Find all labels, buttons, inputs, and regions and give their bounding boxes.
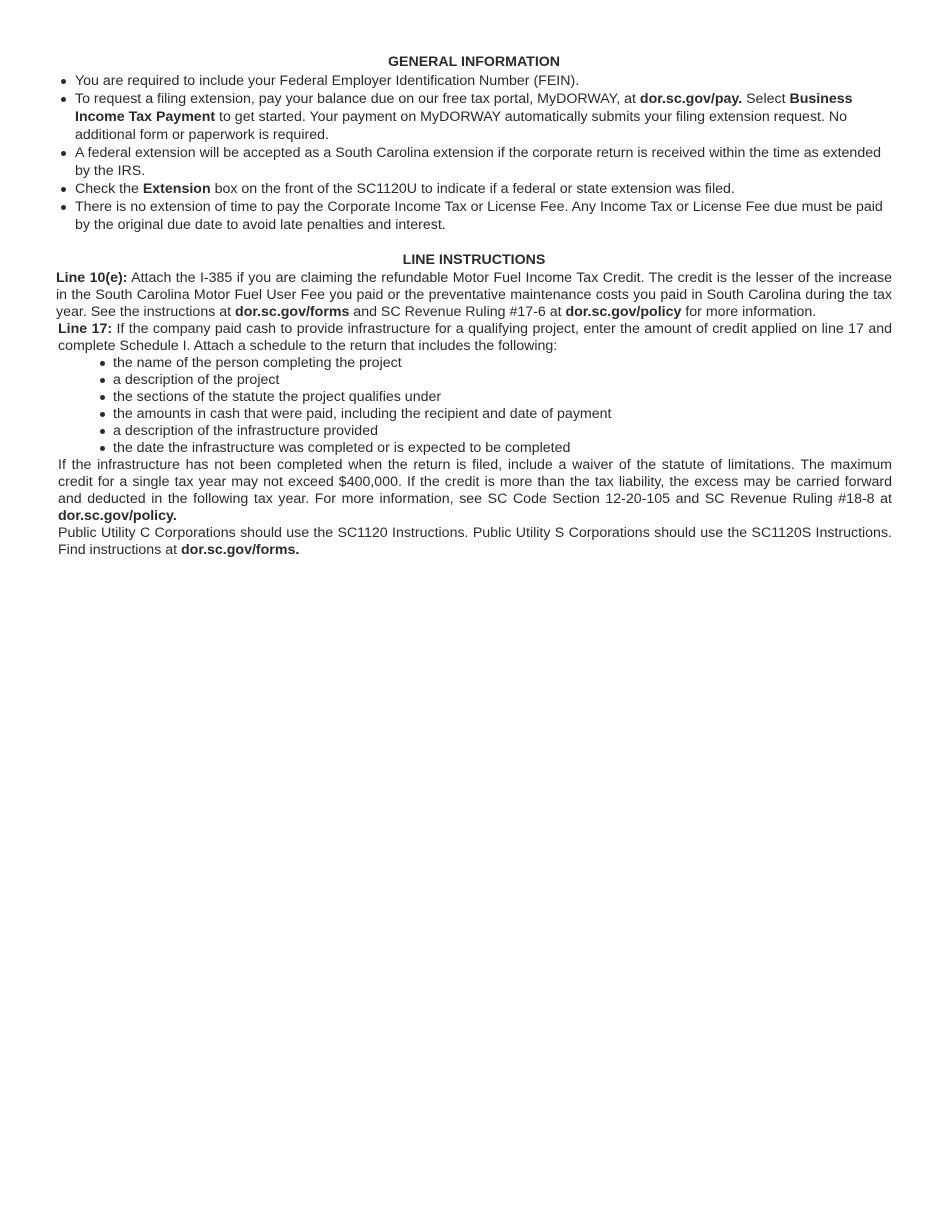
- list-item: the sections of the statute the project qualifies under: [113, 389, 892, 406]
- list-item: A federal extension will be accepted as a South Carolina extension if the corporate return is received within the time as extended by the IRS.: [56, 144, 892, 180]
- line-17-label: Line 17:: [58, 321, 113, 337]
- schedule-requirements-list: [56, 355, 892, 457]
- public-utility-paragraph: Public Utility C Corporations should use the SC1120 Instructions. Public Utility S Corporations should use the SC1120S Instructions. Find instructions at dor.sc.gov/forms.: [58, 525, 892, 558]
- policy-link[interactable]: dor.sc.gov/policy.: [58, 508, 177, 524]
- policy-link[interactable]: dor.sc.gov/policy: [565, 304, 682, 320]
- general-information-list: [56, 72, 892, 234]
- general-information-heading: GENERAL INFORMATION: [387, 54, 561, 70]
- forms-link[interactable]: dor.sc.gov/forms.: [181, 542, 300, 558]
- line-instructions-heading: LINE INSTRUCTIONS: [402, 252, 546, 268]
- list-item: the name of the person completing the project: [113, 355, 892, 372]
- line-10e-paragraph: Line 10(e): Attach the I-385 if you are claiming the refundable Motor Fuel Income Tax Credit. The credit is the lesser of the increase in the South Carolina Motor Fuel User Fee you paid or the preventative maintenance costs you paid in South Carolina during the tax year. See the instructions at dor.sc.gov/forms and SC Revenue Ruling #17-6 at dor.sc.gov/policy for more information.: [56, 270, 892, 320]
- extension-box-label: Extension: [142, 181, 211, 197]
- instructions-page: [56, 53, 892, 559]
- list-item: a description of the project: [113, 372, 892, 389]
- forms-link[interactable]: dor.sc.gov/forms: [235, 304, 350, 320]
- list-item: the date the infrastructure was completed or is expected to be completed: [113, 440, 892, 457]
- list-item: [56, 72, 892, 90]
- list-item: There is no extension of time to pay the Corporate Income Tax or License Fee. Any Income Tax or License Fee due must be paid by the original due date to avoid late penalties and interest.: [56, 198, 892, 234]
- list-item: a description of the infrastructure provided: [113, 423, 892, 440]
- line-17-paragraph: Line 17: If the company paid cash to provide infrastructure for a qualifying project, enter the amount of credit applied on line 17 and complete Schedule I. Attach a schedule to the return that includes the following:: [58, 321, 892, 354]
- line-10e-label: Line 10(e):: [56, 270, 128, 286]
- infrastructure-paragraph: If the infrastructure has not been completed when the return is filed, include a waiver of the statute of limitations. The maximum credit for a single tax year may not exceed $400,000. If the credit is more than the tax liability, the excess may be carried forward and deducted in the following tax year. For more information, see SC Code Section 12-20-105 and SC Revenue Ruling #18-8 at dor.sc.gov/policy.: [58, 457, 892, 524]
- list-item: the amounts in cash that were paid, including the recipient and date of payment: [113, 406, 892, 423]
- list-item: Check the Extension box on the front of the SC1120U to indicate if a federal or state extension was filed.: [56, 180, 892, 198]
- pay-link[interactable]: dor.sc.gov/pay.: [639, 91, 743, 107]
- fein-text: You are required to include your Federal Employer Identification Number (FEIN).: [75, 73, 580, 89]
- list-item: To request a filing extension, pay your balance due on our free tax portal, MyDORWAY, at dor.sc.gov/pay. Select Business Income Tax Payment to get started. Your payment on MyDORWAY automatically submits your filing extension request. No additional form or paperwork is required.: [56, 90, 892, 144]
- business-income-tax-payment: Business Income Tax Payment: [75, 91, 853, 125]
